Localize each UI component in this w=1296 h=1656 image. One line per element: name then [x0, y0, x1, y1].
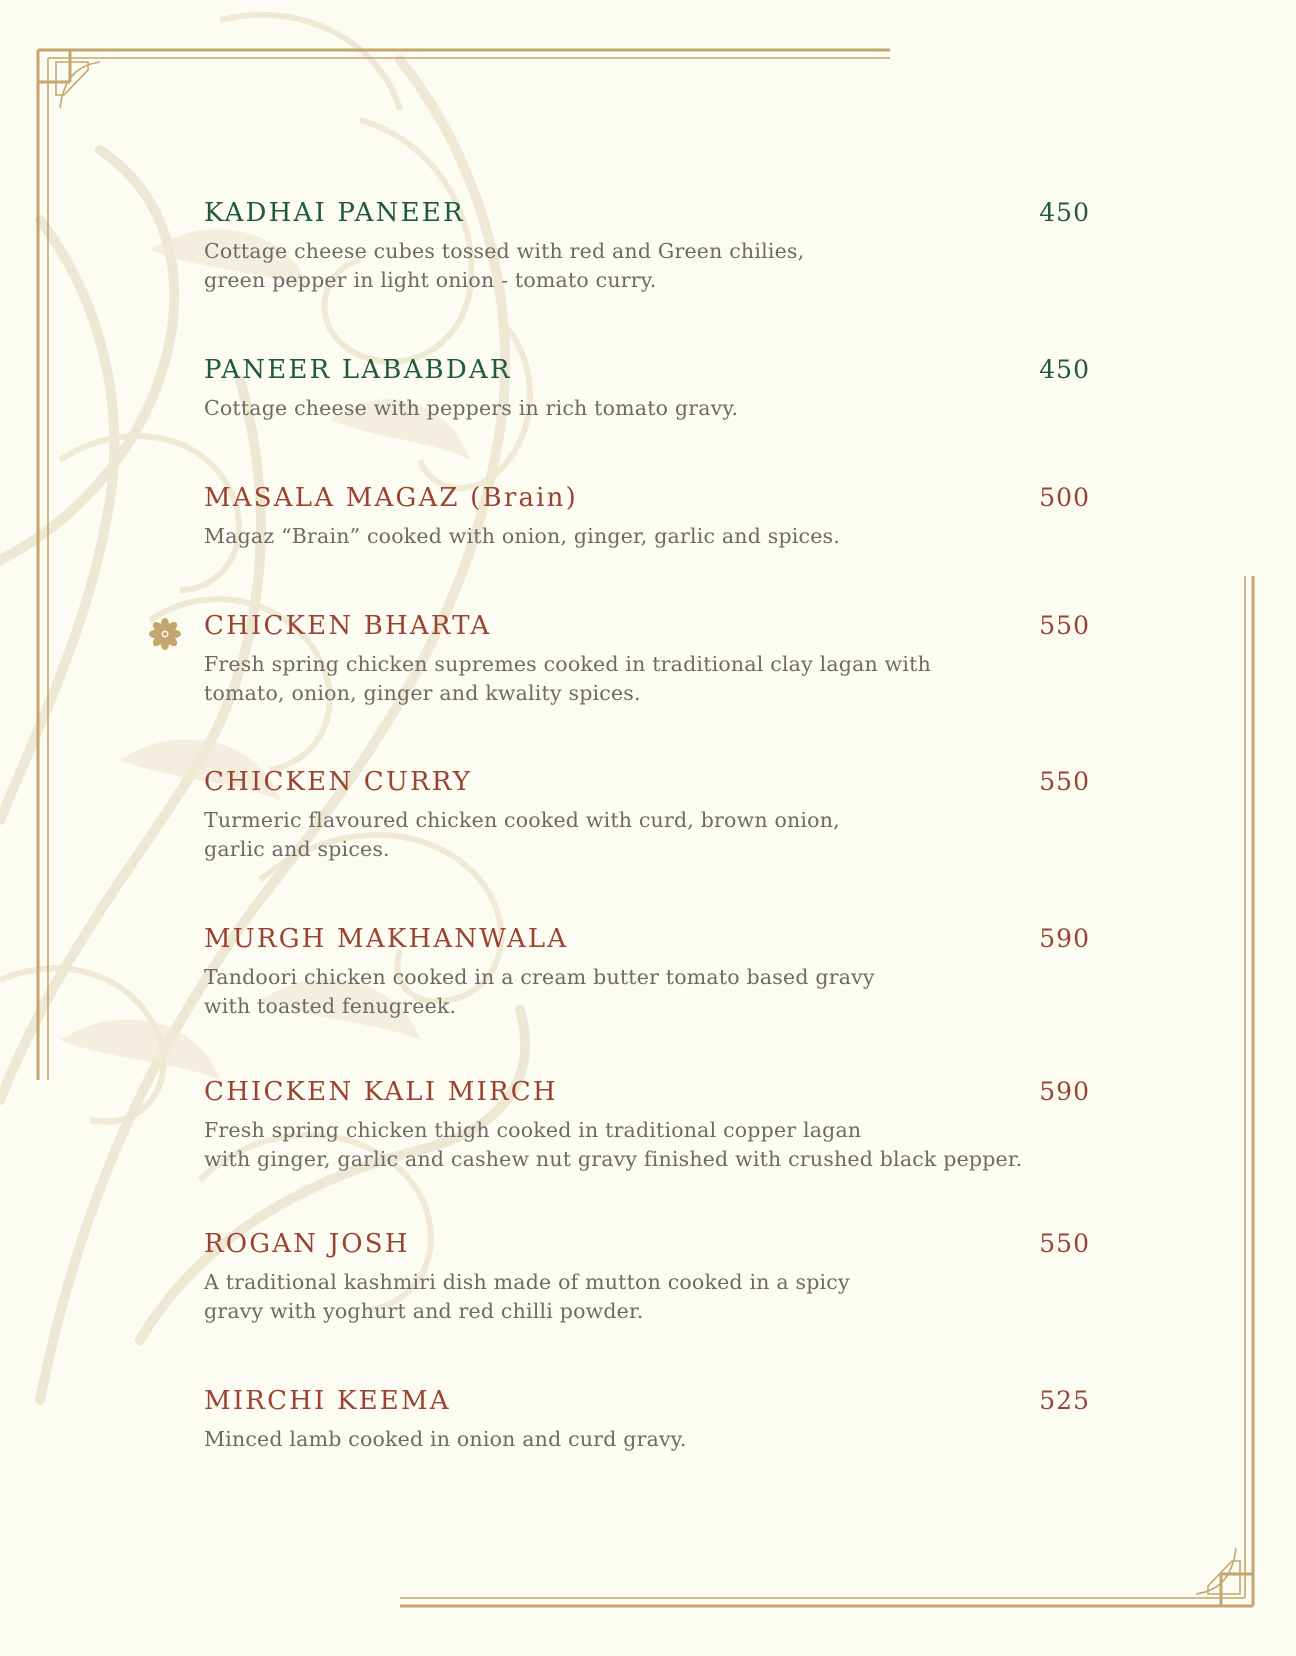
item-price: 590 [1039, 924, 1090, 953]
menu-item-paneer-lababdar [204, 353, 1090, 423]
description-line: Magaz “Brain” cooked with onion, ginger, garlic and spices. [204, 524, 840, 548]
description-line: Cottage cheese cubes tossed with red and Green chilies, [204, 239, 805, 263]
item-name: ROGAN JOSH [204, 1229, 410, 1259]
gold-flower-icon [148, 617, 182, 651]
item-description [204, 650, 1090, 708]
description-line: Minced lamb cooked in onion and curd gravy. [204, 1427, 687, 1451]
description-line: A traditional kashmiri dish made of mutton cooked in a spicy [204, 1270, 850, 1294]
item-price: 500 [1039, 483, 1090, 512]
menu-item-mirchi-keema [204, 1384, 1090, 1454]
item-name: PANEER LABABDAR [204, 355, 512, 385]
item-description [204, 237, 1090, 295]
item-description [204, 522, 1090, 551]
description-line: tomato, onion, ginger and kwality spices. [204, 681, 641, 705]
item-name: MURGH MAKHANWALA [204, 924, 569, 954]
menu-item-chicken-kali-mirch [204, 1075, 1090, 1174]
item-price: 590 [1039, 1077, 1090, 1106]
item-price: 550 [1039, 767, 1090, 796]
description-line: Cottage cheese with peppers in rich tomato gravy. [204, 396, 739, 420]
item-name: KADHAI PANEER [204, 198, 465, 228]
item-price: 450 [1039, 355, 1090, 384]
item-description [204, 394, 1090, 423]
menu-item-chicken-curry [204, 765, 1090, 864]
item-description [204, 1425, 1090, 1454]
description-line: Fresh spring chicken thigh cooked in traditional copper lagan [204, 1118, 862, 1142]
item-price: 550 [1039, 1229, 1090, 1258]
description-line: gravy with yoghurt and red chilli powder. [204, 1299, 644, 1323]
menu-item-chicken-bharta [204, 609, 1090, 708]
menu-item-rogan-josh [204, 1227, 1090, 1326]
item-description [204, 1116, 1090, 1174]
description-line: Fresh spring chicken supremes cooked in traditional clay lagan with [204, 652, 931, 676]
menu-item-masala-magaz [204, 481, 1090, 551]
description-line: green pepper in light onion - tomato curry. [204, 268, 657, 292]
item-name: CHICKEN KALI MIRCH [204, 1077, 558, 1107]
description-line: with toasted fenugreek. [204, 994, 457, 1018]
item-description [204, 1268, 1090, 1326]
item-name: MASALA MAGAZ (Brain) [204, 483, 578, 513]
item-price: 450 [1039, 198, 1090, 227]
item-name: CHICKEN CURRY [204, 767, 473, 797]
description-line: with ginger, garlic and cashew nut gravy finished with crushed black pepper. [204, 1147, 1023, 1171]
item-name: MIRCHI KEEMA [204, 1386, 451, 1416]
item-price: 525 [1039, 1386, 1090, 1415]
menu-item-murgh-makhanwala [204, 922, 1090, 1021]
menu-item-kadhai-paneer [204, 196, 1090, 295]
item-description [204, 963, 1090, 1021]
description-line: Tandoori chicken cooked in a cream butter tomato based gravy [204, 965, 875, 989]
description-line: garlic and spices. [204, 837, 390, 861]
item-price: 550 [1039, 611, 1090, 640]
item-name: CHICKEN BHARTA [204, 611, 492, 641]
description-line: Turmeric flavoured chicken cooked with curd, brown onion, [204, 808, 840, 832]
item-description [204, 806, 1090, 864]
